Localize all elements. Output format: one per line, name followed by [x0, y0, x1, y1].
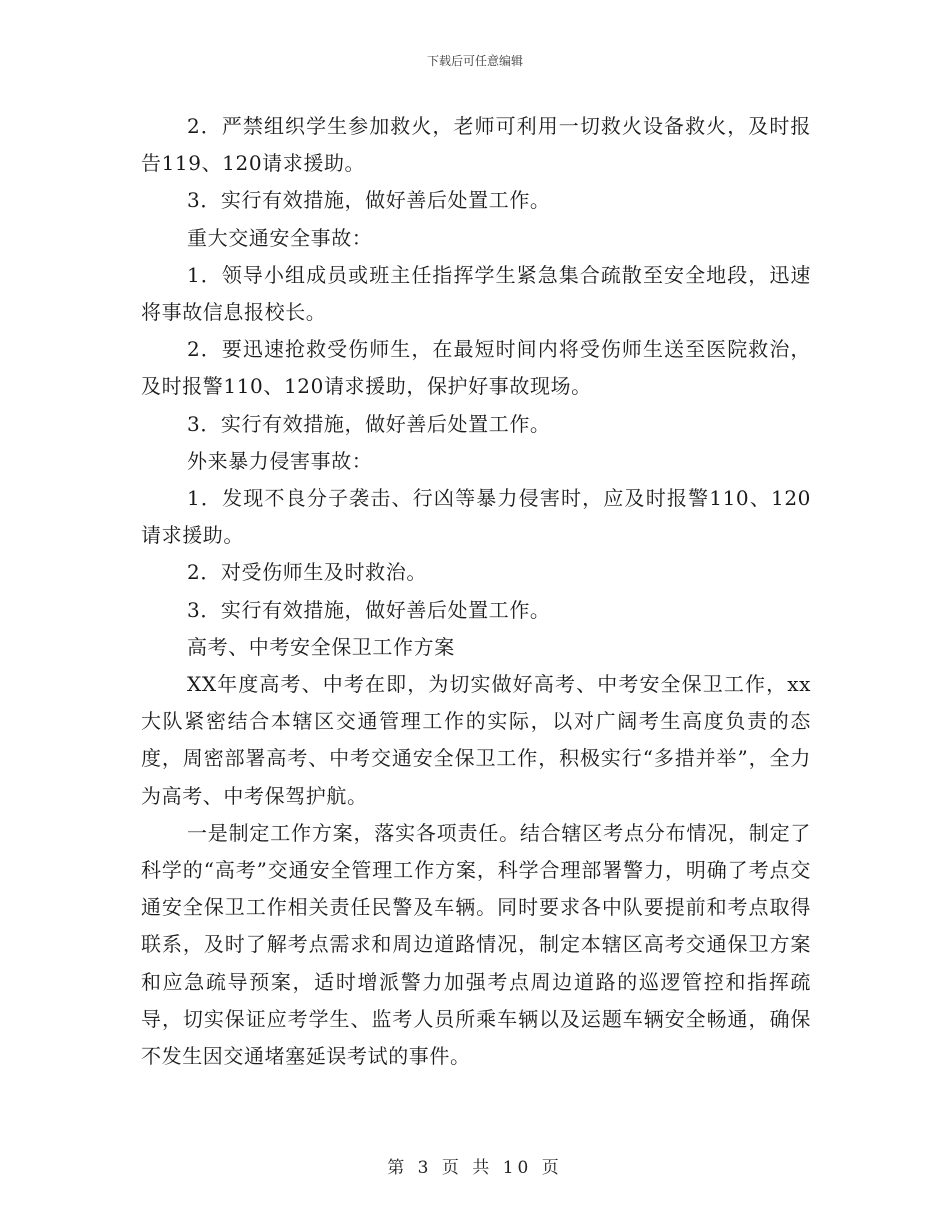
paragraph: 2．对受伤师生及时救治。 [187, 560, 427, 585]
section-title: 高考、中考安全保卫工作方案 [187, 634, 455, 659]
page-header: 下载后可任意编辑 [426, 54, 523, 68]
paragraph: XX年度高考、中考在即，为切实做好高考、中考安全保卫工作，xx大队紧密结合本辖区交通管理工作的实际，以对广阔考生高度负责的态度，周密部署高考、中考交通安全保卫工作，积极实行“多措并举”，全力为高考、中考保驾护航。 [141, 672, 811, 808]
paragraph: 2．要迅速抢救受伤师生，在最短时间内将受伤师生送至医院救治，及时报警110、120请求援助，保护好事故现场。 [141, 337, 811, 399]
paragraph: 1．领导小组成员或班主任指挥学生紧急集合疏散至安全地段，迅速将事故信息报校长。 [141, 262, 811, 325]
paragraph: 1．发现不良分子袭击、行凶等暴力侵害时，应及时报警110、120请求援助。 [141, 486, 811, 548]
paragraph: 3．实行有效措施，做好善后处置工作。 [187, 411, 551, 436]
paragraph: 一是制定工作方案，落实各项责任。结合辖区考点分布情况，制定了科学的“高考”交通安全管理工作方案，科学合理部署警力，明确了考点交通安全保卫工作相关责任民警及车辆。同时要求各中队要提前和考点取得联系，及时了解考点需求和周边道路情况，制定本辖区高考交通保卫方案和应急疏导预案，适时增派警力加强考点周边道路的巡逻管控和指挥疏导，切实保证应考学生、监考人员所乘车辆以及运题车辆安全畅通，确保不发生因交通堵塞延误考试的事件。 [141, 820, 811, 1069]
page-number-footer: 第 3 页 共 10 页 [387, 1158, 563, 1178]
paragraph: 2．严禁组织学生参加救火，老师可利用一切救火设备救火，及时报告119、120请求援助。 [141, 114, 811, 176]
paragraph: 3．实行有效措施，做好善后处置工作。 [187, 188, 551, 213]
section-heading: 重大交通安全事故： [187, 225, 373, 250]
document-body [141, 108, 811, 1075]
paragraph: 3．实行有效措施，做好善后处置工作。 [187, 597, 551, 622]
section-heading: 外来暴力侵害事故： [187, 448, 373, 473]
